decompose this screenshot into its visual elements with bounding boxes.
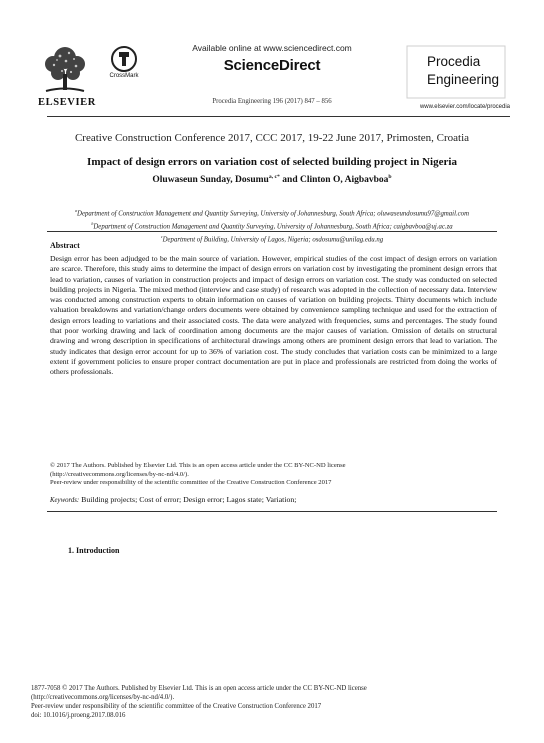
publisher-name: ELSEVIER (38, 97, 96, 108)
footer-issn-line: 1877-7058 © 2017 The Authors. Published by Elsevier Ltd. This is an open access article under the CC BY-NC-ND license (31, 685, 367, 692)
affiliation-b (30, 221, 514, 230)
copyright-notice (50, 462, 497, 488)
license-link[interactable]: (http://creativecommons.org/licenses/by-nc-nd/4.0/). (50, 470, 189, 478)
affiliation-c (30, 234, 514, 243)
journal-citation: Procedia Engineering 196 (2017) 847 – 856 (212, 98, 332, 105)
abstract-top-rule (47, 231, 497, 232)
author1-affiliation-marks: a, c* (268, 174, 280, 180)
conference-name: Creative Construction Conference 2017, CCC 2017, 19-22 June 2017, Primosten, Croatia (74, 132, 470, 144)
authors-part1: Oluwaseun Sunday, Dosumu (152, 175, 269, 186)
affiliation-mark: b (91, 221, 94, 226)
affiliation-text: Department of Construction Management and Quantity Surveying, University of Johannesburg, South Africa; caigbavboa@uj.ac.za (93, 223, 453, 231)
crossmark-icon[interactable] (111, 46, 137, 72)
journal-name-line1: Procedia (427, 54, 481, 69)
keywords-list: Building projects; Cost of error; Design error; Lagos state; Variation; (81, 495, 297, 504)
footer-notice (31, 684, 511, 720)
footer-license-link[interactable]: (http://creativecommons.org/licenses/by-nc-nd/4.0/). (31, 694, 175, 701)
article-title: Impact of design errors on variation cost of selected building project in Nigeria (87, 156, 457, 168)
elsevier-logo (36, 44, 94, 94)
affiliation-mark: c (160, 234, 163, 239)
abstract-bottom-rule (47, 511, 497, 512)
sciencedirect-brand: ScienceDirect (223, 57, 321, 74)
footer-doi[interactable]: doi: 10.1016/j.proeng.2017.08.016 (31, 712, 126, 719)
journal-name (427, 53, 499, 89)
header-rule (47, 116, 510, 117)
keywords-label: Keywords: (50, 497, 80, 504)
affiliation-a (30, 208, 514, 217)
abstract-heading: Abstract (50, 241, 80, 250)
section-heading: 1. Introduction (68, 546, 120, 555)
authors-part2: and Clinton O, Aigbavboa (279, 175, 389, 186)
available-online-text: Available online at www.sciencedirect.com (192, 43, 352, 53)
crossmark-label: CrossMark (109, 73, 139, 79)
affiliation-text: Department of Construction Management and Quantity Surveying, University of Johannesburg, South Africa; oluwaseundosumu97@gmail.com (77, 210, 469, 218)
author2-affiliation-mark: b (388, 174, 392, 180)
author-list (30, 174, 514, 185)
journal-url[interactable]: www.elsevier.com/locate/procedia (419, 104, 510, 110)
footer-peer-review: Peer-review under responsibility of the scientific committee of the Creative Construction Conference 2017 (31, 703, 322, 710)
keywords (50, 495, 497, 504)
peer-review-line: Peer-review under responsibility of the scientific committee of the Creative Construction Conference 2017 (50, 479, 332, 487)
affiliation-mark: a (75, 208, 78, 213)
copyright-line: © 2017 The Authors. Published by Elsevier Ltd. This is an open access article under the CC BY-NC-ND license (50, 462, 346, 469)
affiliation-text: Department of Building, University of Lagos, Nigeria; osdosumu@unilag.edu.ng (162, 236, 384, 244)
journal-name-line2: Engineering (427, 72, 500, 87)
abstract-text: Design error has been adjudged to be the main source of variation. However, empirical studies of the cost impact of design errors on variation are scarce. Therefore, this study aims to determine the impact of design errors on variation cost by investigating the prominent design errors that lead to variation, causes of variation in construction projects and impact of design errors on variation cost. The study was conducted on selected building projects in Nigeria. The mixed method (interview and case study) of research was adopted in the collection of necessary data. Interview was conducted among construction experts to obtain information on causes of variation on building projects. Thirty documents which include valuation breakdowns and variation/change orders documents were obtained by convenience sampling technique and used for the extraction of design errors leading to variations and their associated costs. The data were analyzed with frequencies, sums and percentages. The study found that poor working drawing and lack of coordination among documents are the major causes of variation. Omission of details on structural drawing and wrong description in specifications of architectural drawings among others are prominent design errors that lead to variation. The study indicates that design error account for up to 36% of variation cost. The study concludes that variation costs can be minimized to a large extent if government policies to ensure proper contract documentation are put in place and professionals are restricted from doing the works of others professionals. (50, 254, 497, 377)
